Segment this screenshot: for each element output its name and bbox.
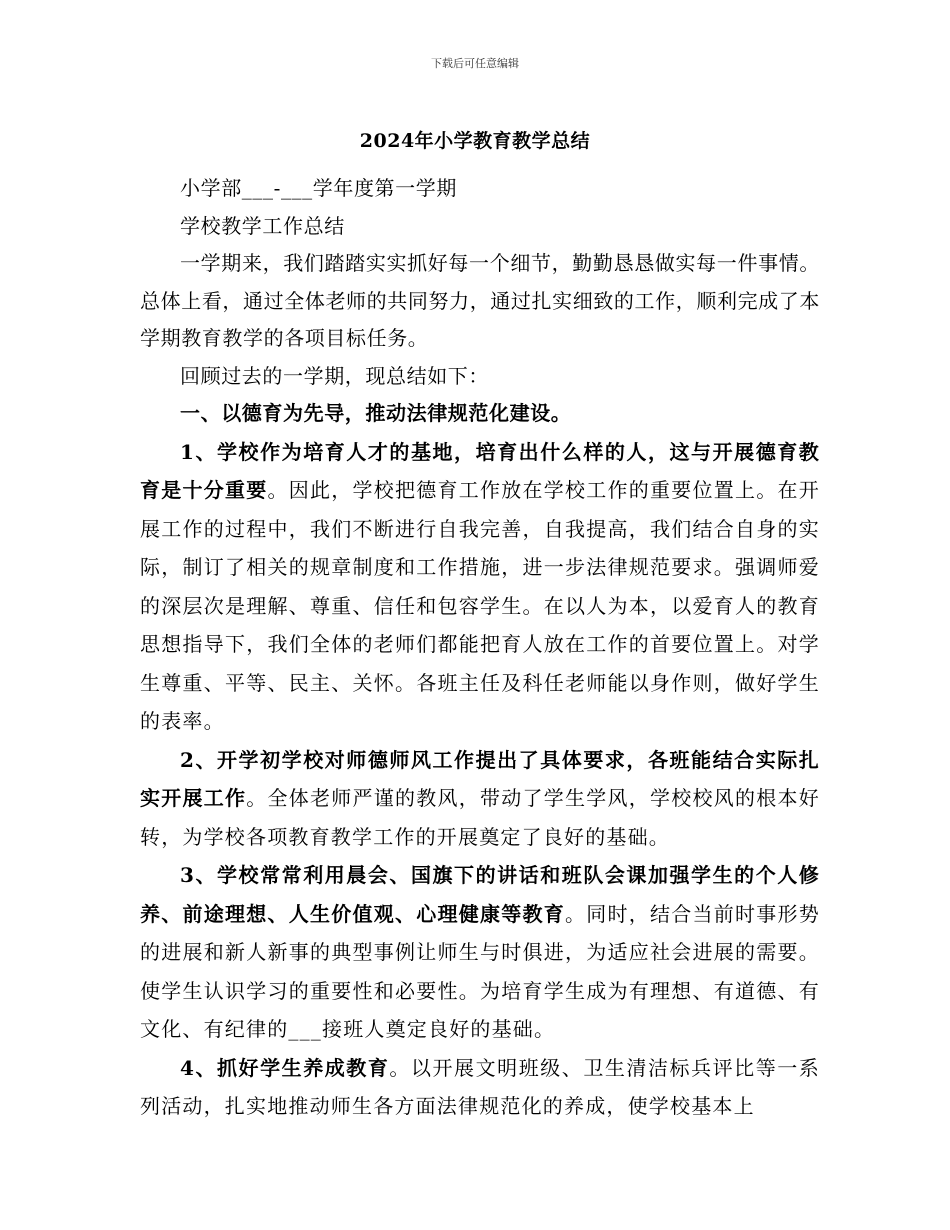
document-body (140, 170, 820, 1126)
paragraph: 一学期来，我们踏踏实实抓好每一个细节，勤勤恳恳做实每一件事情。总体上看，通过全体老师的共同努力，通过扎实细致的工作，顺利完成了本学期教育教学的各项目标任务。 (140, 251, 820, 350)
paragraph-lead: 4、抓好学生养成教育 (180, 1055, 390, 1080)
section-heading: 一、以德育为先导，推动法律规范化建设。 (180, 401, 572, 425)
paragraph-text: 。同时，结合当前时事形势的进展和新人新事的典型事例让师生与时俱进，为适应社会进展的需要。使学生认识学习的重要性和必要性。为培育学生成为有理想、有道德、有文化、有纪律的___接班人奠定良好的基础。 (140, 901, 820, 1041)
subtitle-line: 学校教学工作总结 (180, 213, 345, 238)
page-header-note: 下载后可任意编辑 (431, 57, 519, 70)
paragraph-text: 。以开展文明班级、卫生清洁标兵评比等一系列活动，扎实地推动师生各方面法律规范化的养成，使学校基本上 (140, 1055, 821, 1118)
paragraph (140, 741, 820, 857)
paragraph-text: 。全体老师严谨的教风，带动了学生学风，学校校风的根本好转，为学校各项教育教学工作的开展奠定了良好的基础。 (140, 786, 821, 849)
document-title: 2024年小学教育教学总结 (359, 130, 591, 152)
paragraph-lead: 2、开学初学校对师德师风工作提出了具体要求，各班能结合实际扎实开展工作 (140, 747, 820, 810)
paragraph-text: 。因此，学校把德育工作放在学校工作的重要位置上。在开展工作的过程中，我们不断进行自我完善，自我提高，我们结合自身的实际，制订了相关的规章制度和工作措施，进一步法律规范要求。强调师爱的深层次是理解、尊重、信任和包容学生。在以人为本，以爱育人的教育思想指导下，我们全体的老师们都能把育人放在工作的首要位置上。对学生尊重、平等、民主、关怀。各班主任及科任老师能以身作则，做好学生的表率。 (140, 478, 821, 733)
paragraph (140, 433, 820, 741)
paragraph (140, 1049, 820, 1126)
paragraph-lead: 3、学校常常利用晨会、国旗下的讲话和班队会课加强学生的个人修养、前途理想、人生价值观、心理健康等教育 (140, 863, 820, 926)
subtitle-line: 小学部___-___学年度第一学期 (180, 176, 457, 200)
paragraph (140, 856, 820, 1049)
paragraph-lead: 1、学校作为培育人才的基地，培育出什么样的人，这与开展德育教育是十分重要 (140, 439, 820, 502)
paragraph: 回顾过去的一学期，现总结如下： (180, 363, 489, 388)
